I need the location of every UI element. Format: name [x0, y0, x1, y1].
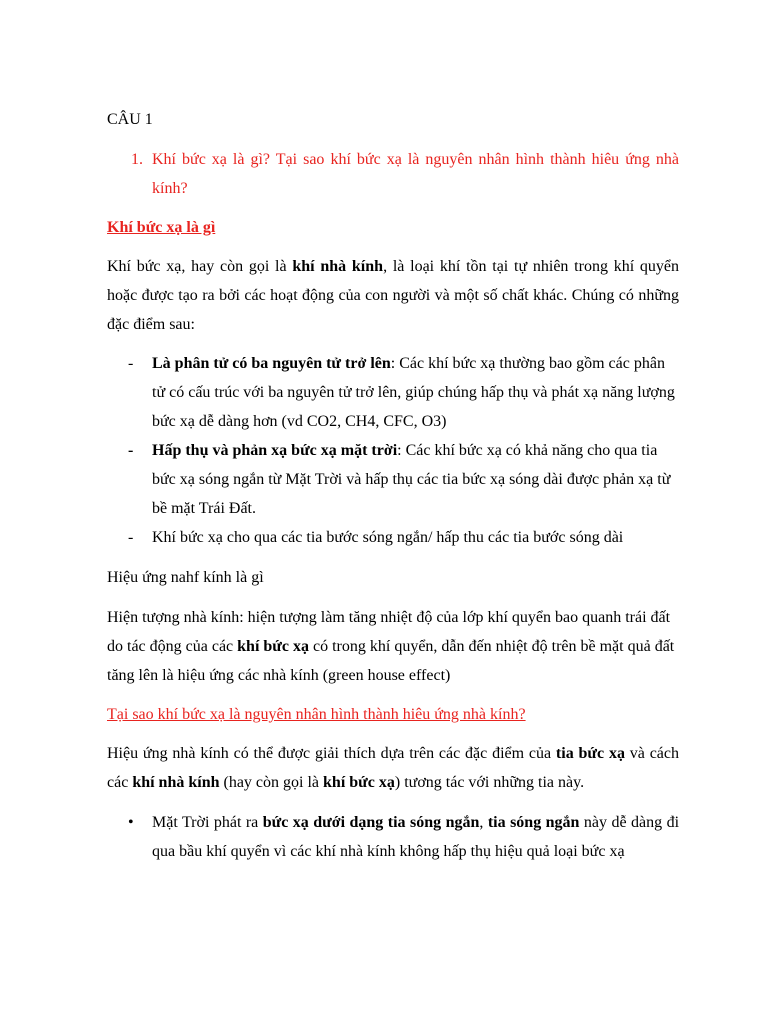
bullet-bold-2: tia sóng ngắn [487, 814, 580, 831]
dash-item-bold: Hấp thụ và phản xạ bức xạ mặt trời [152, 442, 398, 459]
dash-marker: - [128, 355, 134, 372]
para3-bold-1: tia bức xạ [555, 745, 625, 762]
dash-item-rest: : Các khí bức xạ thường bao gồm các phân tử có cấu trúc với ba nguyên tử trở lên, giúp chúng hấp thụ và phát xạ năng lượng bức xạ dễ dàng hơn (vd CO2, CH4, CFC, O3) [152, 355, 675, 430]
dash-item-text [152, 349, 679, 436]
section1-title: Khí bức xạ là gì [107, 219, 216, 236]
dash-item-text [152, 523, 679, 552]
para2-bold: khí bức xạ [237, 638, 309, 655]
dash-item-rest: : Các khí bức xạ có khả năng cho qua tia bức xạ sóng ngắn từ Mặt Trời và hấp thụ các tia bức xạ sóng dài được phản xạ từ bề mặt Trái Đất. [152, 442, 671, 517]
para2-text-c: có trong khí quyển, dẫn đến nhiệt độ trên bề mặt quả đất tăng lên là hiệu ứng các nhà kính (green house effect) [107, 638, 675, 684]
para1-text-c: , là loại khí tồn tại tự nhiên trong khí quyển hoặc được tạo ra bởi các hoạt động của con người và một số chất khác. Chúng có những đặc điểm sau: [107, 258, 680, 333]
dash-item-text [152, 436, 679, 523]
para1 [107, 252, 679, 339]
bullet-text-a: Mặt Trời phát ra [152, 814, 263, 831]
para3-text-a: Hiệu ứng nhà kính có thể được giải thích dựa trên các đặc điểm của [107, 745, 556, 762]
para3-bold-2: khí nhà kính [132, 774, 220, 791]
question-item [107, 145, 679, 203]
para3-text-e: (hay còn gọi là [219, 774, 324, 791]
section3-title: Tại sao khí bức xạ là nguyên nhân hình thành hiêu ứng nhà kính? [107, 706, 526, 723]
para2 [107, 603, 679, 690]
bullet-bold-1: bức xạ dưới dạng tia sóng ngắn [262, 814, 480, 831]
para3 [107, 739, 679, 797]
para2-text-a: Hiện tượng nhà kính: hiện tượng làm tăng nhiệt độ của lớp khí quyển bao quanh trái đất do tác động của các [107, 609, 671, 655]
dash-marker: - [128, 529, 134, 546]
heading: CÂU 1 [107, 111, 153, 128]
bullet-item-text [152, 808, 679, 866]
bullet-text-e: này dễ dàng đi qua bầu khí quyển vì các khí nhà kính không hấp thụ hiệu quả loại bức xạ [152, 814, 680, 860]
para3-bold-3: khí bức xạ [323, 774, 395, 791]
para1-text-a: Khí bức xạ, hay còn gọi là [107, 258, 293, 275]
question-text: Khí bức xạ là gì? Tại sao khí bức xạ là nguyên nhân hình thành hiêu ứng nhà kính? [152, 151, 679, 197]
dash-marker: - [128, 442, 134, 459]
section2-title: Hiệu ứng nahf kính là gì [107, 569, 264, 586]
bullet-text-c: , [479, 814, 488, 831]
para3-text-c: và cách các [107, 745, 680, 791]
question-number: 1. [131, 151, 143, 168]
bullet-marker: • [128, 814, 134, 831]
dash-item-rest: Khí bức xạ cho qua các tia bước sóng ngắn/ hấp thu các tia bước sóng dài [152, 529, 624, 546]
para3-text-g: ) tương tác với những tia này. [394, 774, 585, 791]
dash-item-bold: Là phân tử có ba nguyên tử trở lên [152, 355, 391, 372]
para1-bold: khí nhà kính [292, 258, 384, 275]
